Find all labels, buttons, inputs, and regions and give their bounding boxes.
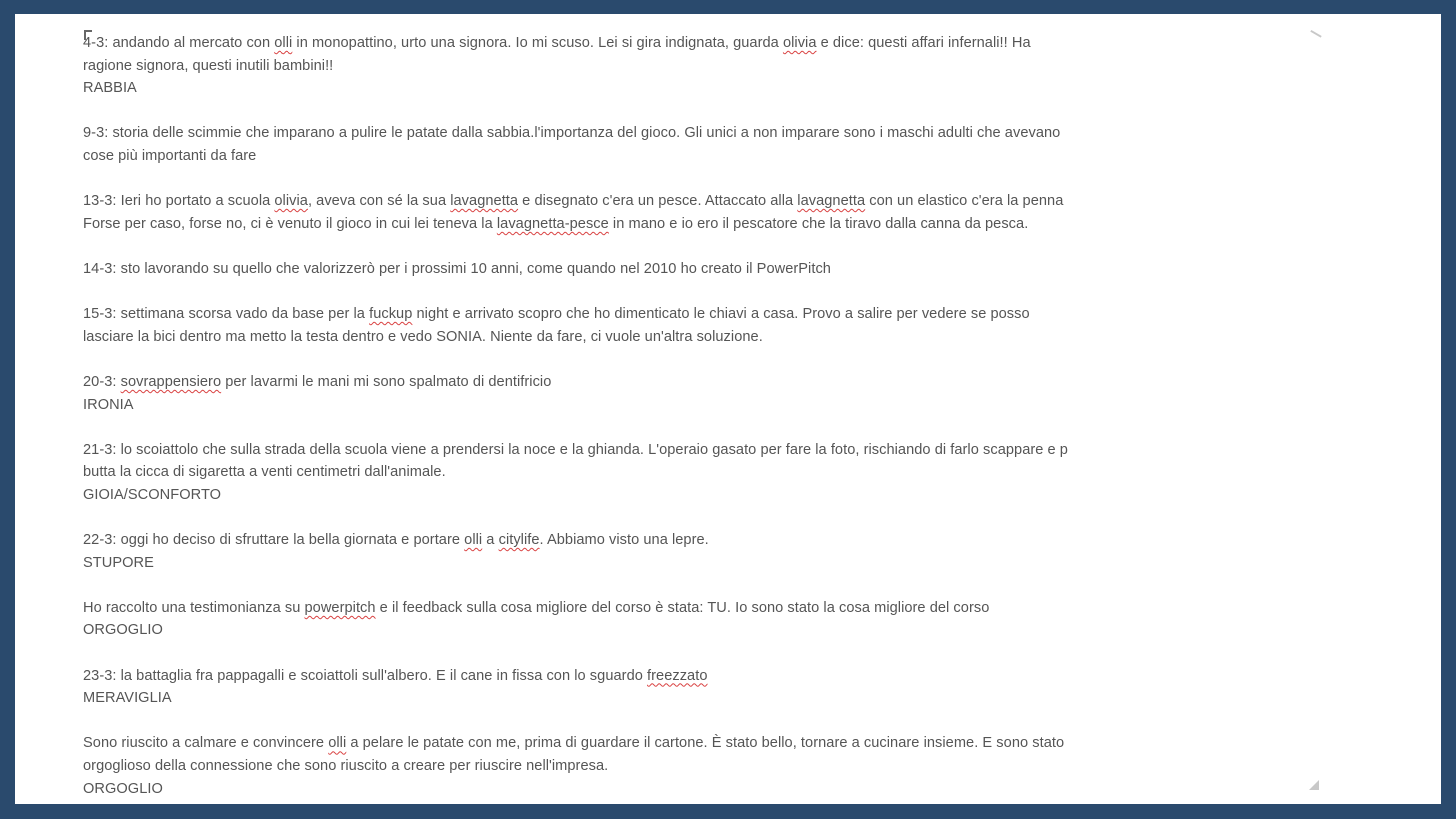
text-line: 20-3: sovrappensiero per lavarmi le mani mi sono spalmato di dentifricio [83,373,552,390]
spellcheck-word: lavagnetta [797,193,866,210]
spellcheck-word: olli [328,735,347,752]
spellcheck-word: citylife [498,532,540,549]
emotion-label: ORGOGLIO [83,780,163,797]
text-line: Ho raccolto una testimonianza su powerpitch e il feedback sulla cosa migliore del corso è stata: TU. Io sono stato la cosa migliore del corso [83,599,990,616]
text-line: 21-3: lo scoiattolo che sulla strada della scuola viene a prendersi la noce e la ghianda. L'operaio gasato per fare la foto, rischiando di farlo scappare e p [83,441,1068,458]
spellcheck-word: freezzato [647,667,708,684]
document-body[interactable] [83,32,1338,804]
emotion-label: ORGOGLIO [83,622,163,639]
text-line: 14-3: sto lavorando su quello che valorizzerò per i prossimi 10 anni, come quando nel 2010 ho creato il PowerPitch [83,260,831,277]
spellcheck-word: olivia [274,193,308,210]
spellcheck-word: powerpitch [304,599,376,616]
text-line: Sono riuscito a calmare e convincere olli a pelare le patate con me, prima di guardare il cartone. È stato bello, tornare a cucinare insieme. E sono stato [83,735,1065,752]
spellcheck-word: lavagnetta [450,193,519,210]
text-line: lasciare la bici dentro ma metto la testa dentro e vedo SONIA. Niente da fare, ci vuole un'altra soluzione. [83,328,763,345]
text-line: 15-3: settimana scorsa vado da base per la fuckup night e arrivato scopro che ho dimenticato le chiavi a casa. Provo a salire per vedere se posso [83,306,1030,323]
emotion-label: MERAVIGLIA [83,690,172,707]
emotion-label: GIOIA/SCONFORTO [83,486,222,503]
text-line: 22-3: oggi ho deciso di sfruttare la bella giornata e portare olli a citylife. Abbiamo visto una lepre. [83,532,709,549]
text-line: Forse per caso, forse no, ci è venuto il gioco in cui lei teneva la lavagnetta-pesce in mano e io ero il pescatore che la tiravo dalla canna da pesca. [83,215,1029,232]
text-line: butta la cicca di sigaretta a venti centimetri dall'animale. [83,464,446,481]
spellcheck-word: lavagnetta-pesce [496,215,609,232]
text-line: 4-3: andando al mercato con olli in monopattino, urto una signora. Io mi scuso. Lei si gira indignata, guarda olivia e dice: questi affari infernali!! Ha [83,35,1031,51]
emotion-label: IRONIA [83,396,134,413]
text-line: 23-3: la battaglia fra pappagalli e scoiattoli sull'albero. E il cane in fissa con lo sguardo freezzato [83,667,708,684]
spellcheck-word: olli [274,35,293,51]
emotion-label: STUPORE [83,554,154,571]
spellcheck-word: olli [464,532,483,549]
text-line: cose più importanti da fare [83,147,257,164]
text-line: 13-3: Ieri ho portato a scuola olivia, aveva con sé la sua lavagnetta e disegnato c'era un pesce. Attaccato alla lavagnetta con un elastico c'era la penna [83,193,1064,210]
spellcheck-word: fuckup [369,306,413,323]
emotion-label: RABBIA [83,80,137,97]
text-line: 9-3: storia delle scimmie che imparano a pulire le patate dalla sabbia.l'importanza del gioco. Gli unici a non imparare sono i maschi adulti che avevano [83,125,1061,142]
document-frame [15,14,1441,804]
text-line: orgoglioso della connessione che sono riuscito a creare per riuscire nell'impresa. [83,758,609,774]
spellcheck-word: olivia [782,35,817,51]
text-line: ragione signora, questi inutili bambini!! [83,57,334,74]
spellcheck-word: sovrappensiero [120,373,222,390]
